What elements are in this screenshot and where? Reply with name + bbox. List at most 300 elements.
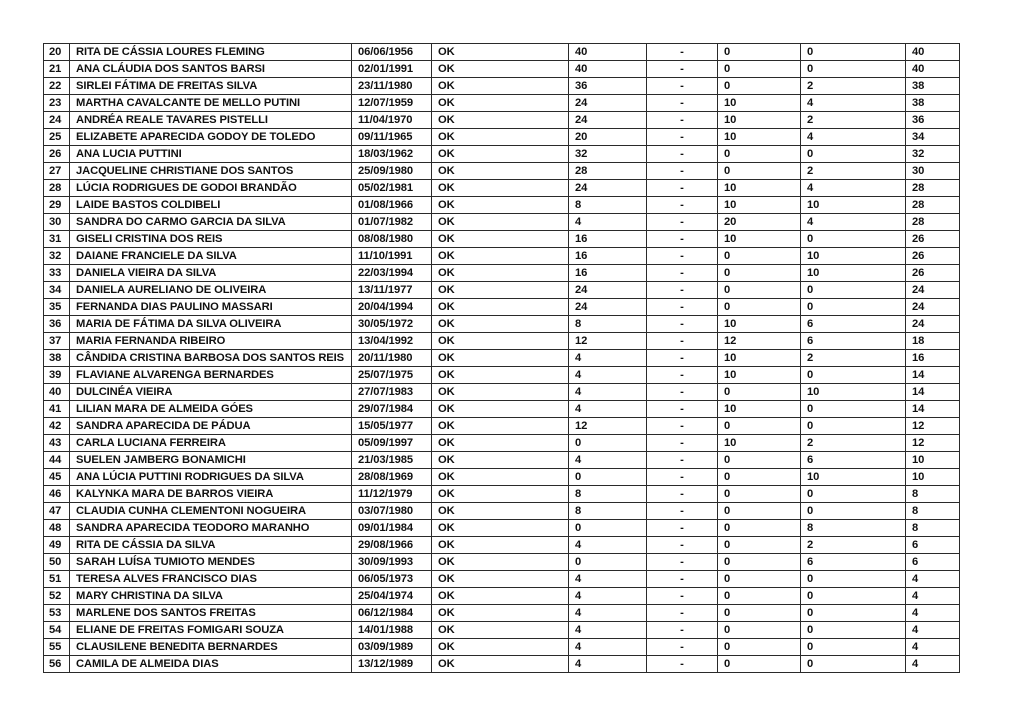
status-cell: OK (432, 384, 569, 401)
score-column-6: 10 (718, 231, 801, 248)
candidate-name: CARLA LUCIANA FERREIRA (70, 435, 352, 452)
score-column-7: 10 (801, 384, 906, 401)
score-column-6: 0 (718, 639, 801, 656)
score-column-7: 6 (801, 554, 906, 571)
table-row (44, 486, 960, 503)
score-column-7: 2 (801, 435, 906, 452)
row-number: 41 (44, 401, 70, 418)
status-cell: OK (432, 95, 569, 112)
birth-date: 12/07/1959 (352, 95, 432, 112)
table-row (44, 452, 960, 469)
score-column-5: - (647, 418, 718, 435)
table-row (44, 95, 960, 112)
row-number: 55 (44, 639, 70, 656)
score-column-7: 4 (801, 214, 906, 231)
candidate-name: SUELEN JAMBERG BONAMICHI (70, 452, 352, 469)
score-column-7: 0 (801, 282, 906, 299)
status-cell: OK (432, 639, 569, 656)
status-cell: OK (432, 231, 569, 248)
score-column-4: 8 (569, 316, 647, 333)
candidate-name: DULCINÉA VIEIRA (70, 384, 352, 401)
total-score: 10 (906, 452, 960, 469)
score-column-5: - (647, 622, 718, 639)
row-number: 43 (44, 435, 70, 452)
candidate-name: JACQUELINE CHRISTIANE DOS SANTOS (70, 163, 352, 180)
status-cell: OK (432, 146, 569, 163)
status-cell: OK (432, 316, 569, 333)
row-number: 53 (44, 605, 70, 622)
row-number: 31 (44, 231, 70, 248)
score-column-6: 10 (718, 350, 801, 367)
score-column-4: 0 (569, 554, 647, 571)
status-cell: OK (432, 401, 569, 418)
total-score: 28 (906, 214, 960, 231)
score-column-7: 0 (801, 486, 906, 503)
birth-date: 21/03/1985 (352, 452, 432, 469)
score-column-7: 0 (801, 588, 906, 605)
status-cell: OK (432, 452, 569, 469)
candidate-name: FERNANDA DIAS PAULINO MASSARI (70, 299, 352, 316)
birth-date: 13/12/1989 (352, 656, 432, 673)
score-column-6: 0 (718, 61, 801, 78)
score-column-5: - (647, 367, 718, 384)
score-column-7: 10 (801, 469, 906, 486)
status-cell: OK (432, 537, 569, 554)
score-column-4: 4 (569, 367, 647, 384)
row-number: 21 (44, 61, 70, 78)
score-column-7: 10 (801, 197, 906, 214)
score-column-7: 0 (801, 61, 906, 78)
row-number: 51 (44, 571, 70, 588)
score-column-7: 2 (801, 163, 906, 180)
candidate-name: ELIZABETE APARECIDA GODOY DE TOLEDO (70, 129, 352, 146)
total-score: 26 (906, 248, 960, 265)
table-row (44, 316, 960, 333)
candidate-name: CLAUSILENE BENEDITA BERNARDES (70, 639, 352, 656)
table-row (44, 605, 960, 622)
score-column-6: 0 (718, 656, 801, 673)
score-column-4: 24 (569, 299, 647, 316)
table-row (44, 503, 960, 520)
row-number: 22 (44, 78, 70, 95)
score-column-6: 0 (718, 588, 801, 605)
table-row (44, 367, 960, 384)
table-row (44, 180, 960, 197)
birth-date: 29/08/1966 (352, 537, 432, 554)
score-column-6: 10 (718, 435, 801, 452)
total-score: 32 (906, 146, 960, 163)
total-score: 14 (906, 401, 960, 418)
score-column-5: - (647, 639, 718, 656)
birth-date: 30/09/1993 (352, 554, 432, 571)
score-column-4: 20 (569, 129, 647, 146)
score-column-6: 0 (718, 282, 801, 299)
table-row (44, 639, 960, 656)
candidate-name: CAMILA DE ALMEIDA DIAS (70, 656, 352, 673)
total-score: 38 (906, 78, 960, 95)
candidate-name: LILIAN MARA DE ALMEIDA GÓES (70, 401, 352, 418)
candidate-name: MARLENE DOS SANTOS FREITAS (70, 605, 352, 622)
birth-date: 28/08/1969 (352, 469, 432, 486)
score-column-4: 24 (569, 112, 647, 129)
total-score: 4 (906, 588, 960, 605)
score-column-6: 0 (718, 452, 801, 469)
score-column-4: 8 (569, 197, 647, 214)
score-column-6: 10 (718, 95, 801, 112)
status-cell: OK (432, 656, 569, 673)
total-score: 8 (906, 520, 960, 537)
score-column-5: - (647, 146, 718, 163)
candidate-name: DANIELA AURELIANO DE OLIVEIRA (70, 282, 352, 299)
candidate-name: CÂNDIDA CRISTINA BARBOSA DOS SANTOS REIS (70, 350, 352, 367)
score-column-6: 0 (718, 299, 801, 316)
score-column-4: 0 (569, 520, 647, 537)
table-row (44, 418, 960, 435)
score-column-5: - (647, 435, 718, 452)
score-column-7: 0 (801, 639, 906, 656)
score-column-7: 0 (801, 231, 906, 248)
row-number: 47 (44, 503, 70, 520)
score-column-4: 16 (569, 248, 647, 265)
status-cell: OK (432, 520, 569, 537)
score-column-4: 4 (569, 571, 647, 588)
birth-date: 13/11/1977 (352, 282, 432, 299)
candidate-name: KALYNKA MARA DE BARROS VIEIRA (70, 486, 352, 503)
birth-date: 05/02/1981 (352, 180, 432, 197)
status-cell: OK (432, 248, 569, 265)
birth-date: 20/11/1980 (352, 350, 432, 367)
row-number: 54 (44, 622, 70, 639)
score-column-4: 4 (569, 537, 647, 554)
birth-date: 11/04/1970 (352, 112, 432, 129)
row-number: 50 (44, 554, 70, 571)
row-number: 27 (44, 163, 70, 180)
total-score: 36 (906, 112, 960, 129)
total-score: 24 (906, 316, 960, 333)
score-column-5: - (647, 248, 718, 265)
row-number: 46 (44, 486, 70, 503)
status-cell: OK (432, 588, 569, 605)
score-column-7: 2 (801, 78, 906, 95)
table-row (44, 265, 960, 282)
score-column-5: - (647, 503, 718, 520)
score-column-5: - (647, 605, 718, 622)
score-column-4: 16 (569, 265, 647, 282)
status-cell: OK (432, 112, 569, 129)
score-column-4: 24 (569, 282, 647, 299)
total-score: 6 (906, 537, 960, 554)
candidate-name: LAIDE BASTOS COLDIBELI (70, 197, 352, 214)
score-column-7: 6 (801, 316, 906, 333)
candidate-name: LÚCIA RODRIGUES DE GODOI BRANDÃO (70, 180, 352, 197)
score-column-4: 40 (569, 61, 647, 78)
table-row (44, 61, 960, 78)
score-column-5: - (647, 537, 718, 554)
table-row (44, 214, 960, 231)
birth-date: 25/09/1980 (352, 163, 432, 180)
birth-date: 11/12/1979 (352, 486, 432, 503)
score-column-5: - (647, 588, 718, 605)
row-number: 52 (44, 588, 70, 605)
birth-date: 15/05/1977 (352, 418, 432, 435)
score-column-5: - (647, 469, 718, 486)
total-score: 8 (906, 503, 960, 520)
score-column-4: 4 (569, 656, 647, 673)
score-column-5: - (647, 316, 718, 333)
table-row (44, 146, 960, 163)
score-column-7: 0 (801, 503, 906, 520)
birth-date: 06/05/1973 (352, 571, 432, 588)
score-column-5: - (647, 163, 718, 180)
birth-date: 11/10/1991 (352, 248, 432, 265)
candidate-name: SIRLEI FÁTIMA DE FREITAS SILVA (70, 78, 352, 95)
score-column-5: - (647, 384, 718, 401)
score-column-6: 0 (718, 520, 801, 537)
score-column-4: 8 (569, 486, 647, 503)
score-column-5: - (647, 180, 718, 197)
score-column-5: - (647, 44, 718, 61)
birth-date: 08/08/1980 (352, 231, 432, 248)
status-cell: OK (432, 486, 569, 503)
score-column-4: 12 (569, 418, 647, 435)
score-column-4: 0 (569, 469, 647, 486)
score-column-5: - (647, 197, 718, 214)
birth-date: 06/06/1956 (352, 44, 432, 61)
total-score: 10 (906, 469, 960, 486)
table-row (44, 435, 960, 452)
row-number: 39 (44, 367, 70, 384)
candidate-name: CLAUDIA CUNHA CLEMENTONI NOGUEIRA (70, 503, 352, 520)
score-column-6: 0 (718, 622, 801, 639)
status-cell: OK (432, 78, 569, 95)
score-column-6: 0 (718, 469, 801, 486)
candidate-name: TERESA ALVES FRANCISCO DIAS (70, 571, 352, 588)
score-column-4: 12 (569, 333, 647, 350)
score-column-6: 0 (718, 486, 801, 503)
score-column-6: 0 (718, 78, 801, 95)
candidate-name: ELIANE DE FREITAS FOMIGARI SOUZA (70, 622, 352, 639)
birth-date: 22/03/1994 (352, 265, 432, 282)
row-number: 23 (44, 95, 70, 112)
row-number: 49 (44, 537, 70, 554)
status-cell: OK (432, 214, 569, 231)
table-row (44, 350, 960, 367)
candidate-name: MARIA FERNANDA RIBEIRO (70, 333, 352, 350)
status-cell: OK (432, 265, 569, 282)
candidate-name: FLAVIANE ALVARENGA BERNARDES (70, 367, 352, 384)
table-row (44, 469, 960, 486)
score-column-6: 0 (718, 554, 801, 571)
table-row (44, 571, 960, 588)
score-column-6: 0 (718, 163, 801, 180)
score-column-5: - (647, 486, 718, 503)
score-column-4: 36 (569, 78, 647, 95)
score-column-7: 8 (801, 520, 906, 537)
table-row (44, 282, 960, 299)
table-row (44, 197, 960, 214)
row-number: 42 (44, 418, 70, 435)
score-column-4: 32 (569, 146, 647, 163)
score-column-7: 0 (801, 622, 906, 639)
status-cell: OK (432, 197, 569, 214)
birth-date: 25/07/1975 (352, 367, 432, 384)
candidate-name: SANDRA APARECIDA TEODORO MARANHO (70, 520, 352, 537)
status-cell: OK (432, 299, 569, 316)
score-column-7: 4 (801, 180, 906, 197)
score-column-6: 0 (718, 146, 801, 163)
score-column-6: 0 (718, 384, 801, 401)
score-column-4: 4 (569, 639, 647, 656)
score-column-4: 4 (569, 622, 647, 639)
score-column-4: 24 (569, 180, 647, 197)
candidate-name: MARY CHRISTINA DA SILVA (70, 588, 352, 605)
table-row (44, 537, 960, 554)
score-column-7: 6 (801, 333, 906, 350)
score-column-6: 10 (718, 316, 801, 333)
birth-date: 14/01/1988 (352, 622, 432, 639)
total-score: 4 (906, 605, 960, 622)
birth-date: 01/08/1966 (352, 197, 432, 214)
score-column-7: 2 (801, 350, 906, 367)
score-column-6: 0 (718, 248, 801, 265)
total-score: 28 (906, 180, 960, 197)
score-column-4: 4 (569, 452, 647, 469)
total-score: 4 (906, 622, 960, 639)
row-number: 37 (44, 333, 70, 350)
candidate-name: SARAH LUÍSA TUMIOTO MENDES (70, 554, 352, 571)
score-column-6: 10 (718, 112, 801, 129)
table-row (44, 248, 960, 265)
candidate-name: DAIANE FRANCIELE DA SILVA (70, 248, 352, 265)
status-cell: OK (432, 503, 569, 520)
candidate-name: ANDRÉA REALE TAVARES PISTELLI (70, 112, 352, 129)
table-row (44, 656, 960, 673)
candidate-name: ANA CLÁUDIA DOS SANTOS BARSI (70, 61, 352, 78)
total-score: 4 (906, 571, 960, 588)
total-score: 24 (906, 299, 960, 316)
score-column-6: 0 (718, 44, 801, 61)
score-column-5: - (647, 231, 718, 248)
score-column-5: - (647, 214, 718, 231)
status-cell: OK (432, 44, 569, 61)
table-body (44, 44, 960, 673)
total-score: 6 (906, 554, 960, 571)
score-column-6: 0 (718, 571, 801, 588)
birth-date: 27/07/1983 (352, 384, 432, 401)
table-row (44, 129, 960, 146)
candidate-name: GISELI CRISTINA DOS REIS (70, 231, 352, 248)
row-number: 24 (44, 112, 70, 129)
birth-date: 29/07/1984 (352, 401, 432, 418)
score-column-5: - (647, 554, 718, 571)
total-score: 26 (906, 231, 960, 248)
score-column-7: 0 (801, 401, 906, 418)
total-score: 4 (906, 656, 960, 673)
birth-date: 23/11/1980 (352, 78, 432, 95)
score-column-6: 0 (718, 605, 801, 622)
row-number: 38 (44, 350, 70, 367)
score-column-5: - (647, 401, 718, 418)
table-row (44, 520, 960, 537)
score-column-5: - (647, 571, 718, 588)
row-number: 25 (44, 129, 70, 146)
candidate-name: MARIA DE FÁTIMA DA SILVA OLIVEIRA (70, 316, 352, 333)
candidate-name: MARTHA CAVALCANTE DE MELLO PUTINI (70, 95, 352, 112)
status-cell: OK (432, 605, 569, 622)
status-cell: OK (432, 61, 569, 78)
total-score: 28 (906, 197, 960, 214)
score-column-7: 0 (801, 571, 906, 588)
birth-date: 30/05/1972 (352, 316, 432, 333)
candidate-name: ANA LÚCIA PUTTINI RODRIGUES DA SILVA (70, 469, 352, 486)
birth-date: 18/03/1962 (352, 146, 432, 163)
table-row (44, 231, 960, 248)
table-row (44, 622, 960, 639)
table-row (44, 333, 960, 350)
table-row (44, 299, 960, 316)
row-number: 40 (44, 384, 70, 401)
birth-date: 13/04/1992 (352, 333, 432, 350)
score-column-7: 0 (801, 605, 906, 622)
row-number: 56 (44, 656, 70, 673)
score-column-7: 0 (801, 146, 906, 163)
score-column-4: 0 (569, 435, 647, 452)
score-column-7: 10 (801, 265, 906, 282)
birth-date: 09/11/1965 (352, 129, 432, 146)
score-column-5: - (647, 265, 718, 282)
score-column-4: 8 (569, 503, 647, 520)
score-column-7: 0 (801, 299, 906, 316)
total-score: 14 (906, 384, 960, 401)
status-cell: OK (432, 129, 569, 146)
score-column-6: 20 (718, 214, 801, 231)
birth-date: 20/04/1994 (352, 299, 432, 316)
score-column-4: 4 (569, 605, 647, 622)
total-score: 30 (906, 163, 960, 180)
row-number: 48 (44, 520, 70, 537)
status-cell: OK (432, 554, 569, 571)
total-score: 40 (906, 61, 960, 78)
table-row (44, 554, 960, 571)
row-number: 36 (44, 316, 70, 333)
status-cell: OK (432, 333, 569, 350)
total-score: 18 (906, 333, 960, 350)
score-column-6: 0 (718, 537, 801, 554)
total-score: 14 (906, 367, 960, 384)
score-column-5: - (647, 299, 718, 316)
row-number: 33 (44, 265, 70, 282)
score-column-6: 10 (718, 367, 801, 384)
score-column-7: 10 (801, 248, 906, 265)
row-number: 45 (44, 469, 70, 486)
total-score: 8 (906, 486, 960, 503)
score-column-4: 4 (569, 350, 647, 367)
score-column-5: - (647, 78, 718, 95)
table-row (44, 588, 960, 605)
score-column-5: - (647, 452, 718, 469)
status-cell: OK (432, 469, 569, 486)
candidate-name: ANA LUCIA PUTTINI (70, 146, 352, 163)
birth-date: 25/04/1974 (352, 588, 432, 605)
score-column-4: 4 (569, 214, 647, 231)
status-cell: OK (432, 622, 569, 639)
status-cell: OK (432, 350, 569, 367)
status-cell: OK (432, 571, 569, 588)
score-column-6: 0 (718, 265, 801, 282)
candidate-name: RITA DE CÁSSIA LOURES FLEMING (70, 44, 352, 61)
score-column-5: - (647, 333, 718, 350)
row-number: 29 (44, 197, 70, 214)
